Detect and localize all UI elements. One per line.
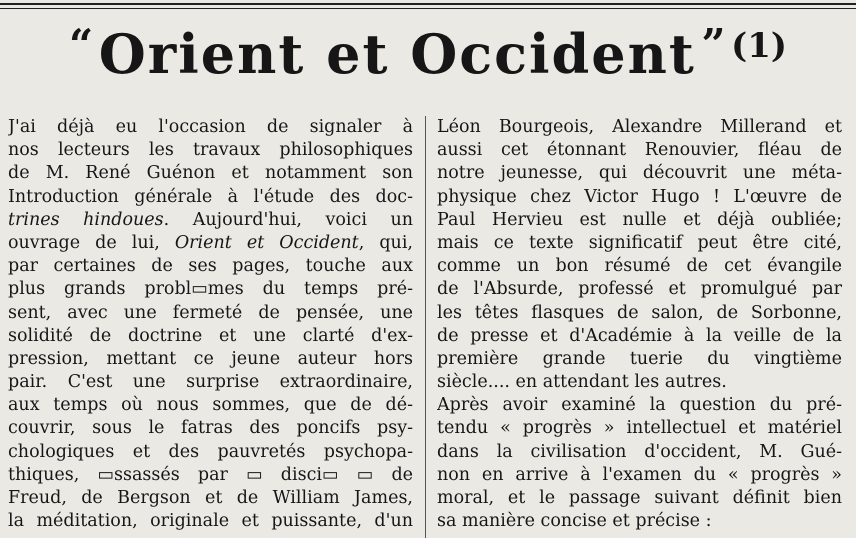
- article-title: [0, 20, 856, 98]
- right-column-line: Après avoir examiné la question du pré-: [437, 395, 842, 416]
- left-column-line: J'ai déjà eu l'occasion de signaler à: [8, 117, 413, 137]
- left-column-line: sent, avec une fermeté de pensée, une: [8, 302, 413, 323]
- title-close-quote: ”: [701, 20, 726, 69]
- right-column-line: tendu « progrès » intellectuel et matériel: [437, 418, 842, 439]
- left-column-line: couvrir, sous le fatras des poncifs psy-: [8, 418, 413, 439]
- column-divider: [425, 116, 426, 538]
- left-column-line: de M. René Guénon et notamment son: [8, 163, 413, 184]
- left-column-line: ouvrage de lui, Orient et Occident, qui,: [8, 232, 413, 253]
- right-column-line: Paul Hervieu est nulle et déjà oubliée;: [437, 209, 842, 230]
- left-column-line: nos lecteurs les travaux philosophiques: [8, 140, 413, 161]
- right-column-line: les têtes flasques de salon, de Sorbonne,: [437, 302, 842, 323]
- left-column-line: pair. C'est une surprise extraordinaire,: [8, 372, 413, 393]
- left-column-line: Freud, de Bergson et de William James,: [8, 488, 413, 508]
- right-column-line: sa manière concise et précise :: [437, 511, 712, 532]
- left-column-line: par certaines de ses pages, touche aux: [8, 256, 413, 277]
- right-column-line: mais ce texte significatif peut être cité,: [437, 232, 842, 253]
- left-column-line: thiques, ▭ssassés par ▭ disci▭ ▭ de: [8, 464, 413, 485]
- title-footnote-marker: (1): [731, 26, 787, 66]
- left-column-line: chologiques et des pauvretés psychopa-: [8, 441, 413, 462]
- right-column-line: première grande tuerie du vingtième: [437, 348, 842, 369]
- right-column-line: Léon Bourgeois, Alexandre Millerand et: [437, 117, 842, 137]
- right-column-line: notre jeunesse, qui découvrit une méta-: [437, 163, 842, 184]
- left-column-line: aux temps où nous sommes, que de dé-: [8, 395, 413, 416]
- top-rule-thin: [0, 8, 856, 9]
- left-column-line: pression, mettant ce jeune auteur hors: [8, 348, 413, 369]
- left-column-line: la méditation, originale et puissante, d'un: [8, 511, 413, 532]
- title-text: Orient et Occident: [98, 22, 696, 86]
- right-column-line: dans la civilisation d'occident, M. Gué-: [437, 441, 842, 462]
- left-column-line: Introduction générale à l'étude des doc-: [8, 186, 413, 207]
- left-column-line: solidité de doctrine et une clarté d'ex-: [8, 325, 413, 346]
- top-rule: [0, 3, 856, 5]
- right-column-line: siècle.... en attendant les autres.: [437, 372, 727, 393]
- left-column-line: trines hindoues. Aujourd'hui, voici un: [8, 209, 413, 230]
- right-column-line: physique chez Victor Hugo ! L'œuvre de: [437, 186, 842, 207]
- right-column: [437, 116, 842, 533]
- left-column: [8, 116, 413, 533]
- right-column-line: moral, et le passage suivant définit bien: [437, 488, 842, 508]
- italic-text: trines hindoues: [8, 209, 164, 230]
- right-column-line: comme un bon résumé de cet évangile: [437, 256, 842, 277]
- italic-text: Orient et Occident: [174, 232, 359, 253]
- right-column-line: de presse et d'Académie à la veille de la: [437, 325, 842, 346]
- title-open-quote: “: [68, 20, 94, 69]
- right-column-line: aussi cet étonnant Renouvier, fléau de: [437, 140, 842, 161]
- right-column-line: non en arrive à l'examen du « progrès »: [437, 464, 842, 485]
- right-column-line: de l'Absurde, professé et promulgué par: [437, 279, 842, 300]
- left-column-line: plus grands probl▭mes du temps pré-: [8, 279, 413, 300]
